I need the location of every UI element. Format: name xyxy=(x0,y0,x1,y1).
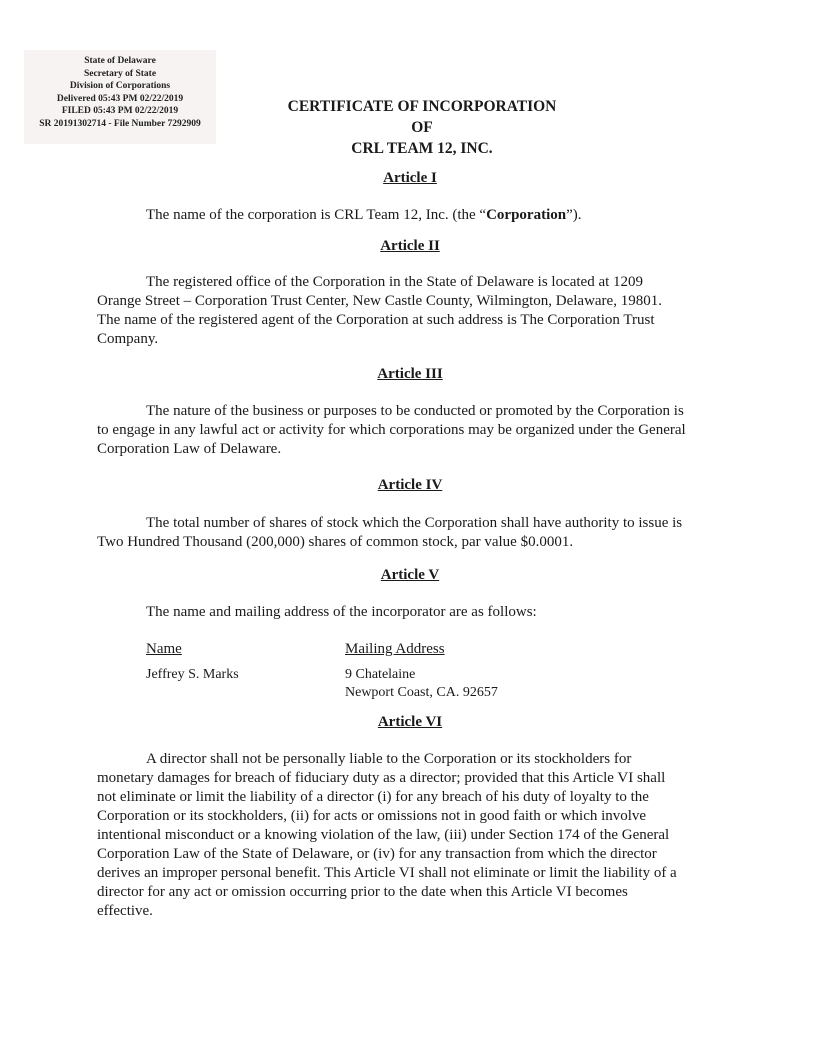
article-6-line: Corporation Law of the State of Delaware, or (iv) for any transaction from which the director xyxy=(97,846,657,862)
article-6-line: A director shall not be personally liable to the Corporation or its stockholders for xyxy=(146,751,632,767)
article-2-heading: Article II xyxy=(380,238,440,254)
article-6-line: director for any act or omission occurring prior to the date when this Article VI becomes xyxy=(97,884,628,900)
article-4-line: The total number of shares of stock which the Corporation shall have authority to issue is xyxy=(146,515,683,531)
article-4-heading: Article IV xyxy=(377,477,443,493)
article-2-text xyxy=(97,273,727,349)
document-title xyxy=(0,96,820,159)
article-1-text-after: ”). xyxy=(566,207,582,223)
article-6-line: not eliminate or limit the liability of a director (i) for any breach of his duty of loyalty to the xyxy=(97,789,649,805)
article-4-text xyxy=(97,514,727,552)
stamp-line: FILED 05:43 PM 02/22/2019 xyxy=(61,106,179,117)
article-6-line: Corporation or its stockholders, (ii) for acts or omissions not in good faith or which involve xyxy=(97,808,647,824)
article-6-heading: Article VI xyxy=(377,714,443,730)
article-5-heading: Article V xyxy=(380,567,440,583)
address-line-1: 9 Chatelaine xyxy=(345,667,416,682)
article-1-text-before: The name of the corporation is CRL Team 12, Inc. (the “ xyxy=(146,207,487,223)
article-2-line: Orange Street – Corporation Trust Center, New Castle County, Wilmington, Delaware, 19801. xyxy=(97,293,662,309)
article-6-text xyxy=(97,750,727,921)
article-1-defined-term: Corporation xyxy=(486,207,567,223)
article-2-line: Company. xyxy=(97,331,159,347)
article-4-line: Two Hundred Thousand (200,000) shares of common stock, par value $0.0001. xyxy=(97,534,574,550)
title-line-2: OF xyxy=(411,119,433,136)
article-1-heading: Article I xyxy=(383,170,437,186)
stamp-line: SR 20191302714 - File Number 7292909 xyxy=(39,118,201,129)
article-3-line: to engage in any lawful act or activity for which corporations may be organized under the General xyxy=(97,422,686,438)
title-line-3: CRL TEAM 12, INC. xyxy=(351,140,493,157)
stamp-line: Division of Corporations xyxy=(69,81,171,92)
article-6-line: intentional misconduct or a knowing violation of the law, (iii) under Section 174 of the General xyxy=(97,827,670,843)
article-2-line: The registered office of the Corporation in the State of Delaware is located at 1209 xyxy=(146,274,644,290)
address-column xyxy=(345,640,498,702)
article-3-text xyxy=(97,402,727,459)
article-5-intro: The name and mailing address of the incorporator are as follows: xyxy=(146,604,537,620)
address-column-header: Mailing Address xyxy=(345,641,445,657)
title-line-1: CERTIFICATE OF INCORPORATION xyxy=(287,98,557,115)
article-1-text xyxy=(97,206,727,225)
article-6-line: monetary damages for breach of fiduciary duty as a director; provided that this Article VI shall xyxy=(97,770,666,786)
stamp-line: Secretary of State xyxy=(83,68,157,79)
name-column-header: Name xyxy=(146,641,182,657)
stamp-line: State of Delaware xyxy=(84,56,156,66)
article-3-line: Corporation Law of Delaware. xyxy=(97,441,282,457)
article-3-heading: Article III xyxy=(377,366,443,382)
article-6-line: derives an improper personal benefit. This Article VI shall not eliminate or limit the liability of a xyxy=(97,865,677,881)
article-3-line: The nature of the business or purposes to be conducted or promoted by the Corporation is xyxy=(146,403,684,419)
name-column xyxy=(146,640,239,684)
incorporator-name: Jeffrey S. Marks xyxy=(146,667,239,682)
address-line-2: Newport Coast, CA. 92657 xyxy=(345,685,498,700)
article-6-line: effective. xyxy=(97,903,153,919)
stamp-line: Delivered 05:43 PM 02/22/2019 xyxy=(56,93,184,104)
article-2-line: The name of the registered agent of the Corporation at such address is The Corporation Trust xyxy=(97,312,655,328)
